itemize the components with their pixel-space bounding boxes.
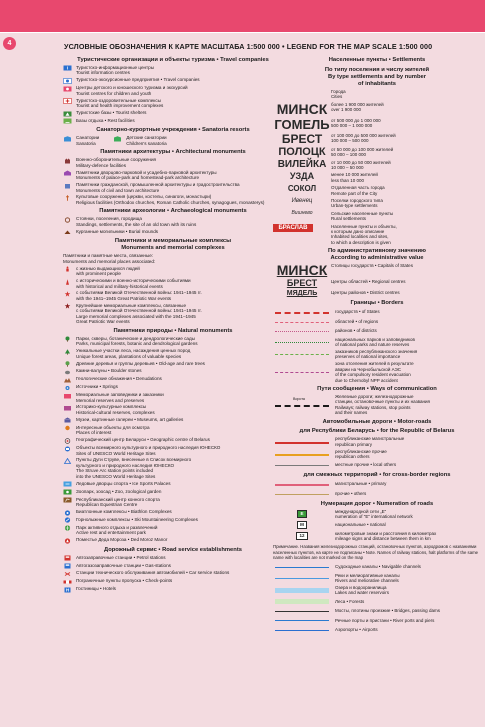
tourist-section-title: Туристические организации и объекты туризма • Travel companies <box>77 57 269 63</box>
car-service-icon <box>63 571 72 577</box>
nature-label: Геологические обнажения • Denudations <box>76 376 162 382</box>
archaeology-section-title: Памятники археологии • Archaeological monuments <box>99 208 247 215</box>
motor-road-label: республиканские прочие republican others <box>335 448 387 460</box>
ways-section-title: Пути сообщения • Ways of communication <box>317 386 437 393</box>
nature-item <box>63 497 283 508</box>
nature-item <box>63 509 283 516</box>
hydrography-item <box>273 585 481 596</box>
children-sanatorium-icon <box>113 136 122 142</box>
hydrography-line-sample <box>273 574 331 582</box>
nature-item <box>63 489 283 496</box>
architecture-label: Памятники гражданской, промышленной архитектуры и градостроительства Monuments of civil and town architecture <box>76 182 240 193</box>
banner-divider <box>0 32 485 33</box>
road-service-label: Станции технического обслуживания автомобилей • Car service stations <box>76 570 230 576</box>
denudation-icon <box>63 377 72 383</box>
numeration-item <box>273 521 481 529</box>
palace-icon <box>63 170 72 176</box>
history-event-icon <box>63 279 72 285</box>
hydrography-label: Леса • Forests <box>335 598 365 604</box>
info-icon <box>63 65 72 71</box>
museum-icon <box>63 417 72 423</box>
unesco-icon <box>63 446 72 452</box>
city-name: Ивенец <box>291 197 313 204</box>
hydrography-item <box>273 563 481 571</box>
nature-item <box>63 537 283 544</box>
motor-roads-section-title: Автомобильные дороги • Motor-roads <box>322 418 432 425</box>
city-row <box>273 198 481 209</box>
motor-road-item <box>273 461 481 469</box>
nature-label: Биатлонные комплексы • Biathlon Complexes <box>76 509 172 514</box>
memorial-item <box>63 278 283 289</box>
border-line-stroke <box>275 312 329 314</box>
memorial-section-title: Памятники и мемориальные комплексы Monuments and memorial complexes <box>114 238 232 252</box>
city-name: ПОЛОЦК <box>278 145 326 158</box>
nature-label: Камни-валуны • Boulder stones <box>76 368 142 374</box>
memorial-label: с историческими и военно-историческими событиями with historical and military-historical events <box>76 278 191 289</box>
sanatoria-item <box>63 135 99 146</box>
city-description: более 1 900 000 жителей over 1 900 000 <box>331 101 384 112</box>
hydrography-item <box>273 597 481 605</box>
road-service-label: Гостиницы • Hotels <box>76 586 116 592</box>
admin-row <box>273 279 481 288</box>
city-name: УЗДА <box>289 171 315 182</box>
city-row <box>273 172 481 183</box>
border-line-sample <box>273 338 331 346</box>
tourist-item <box>63 77 283 84</box>
road-service-item <box>63 555 283 562</box>
railway-item <box>273 394 481 416</box>
tourist-label: Туристско-информационные центры Tourist information centres <box>76 64 155 76</box>
checkpoint-icon <box>63 579 72 585</box>
admin-description: Столицы государств • Capitals of States <box>331 262 413 268</box>
border-line-stroke <box>275 354 329 355</box>
old-tree-icon <box>63 361 72 367</box>
archaeology-item <box>63 216 283 227</box>
motor-road-item <box>273 449 481 460</box>
road-number-badge: M <box>297 521 307 528</box>
nature-item <box>63 417 283 424</box>
city-description: Поселки городского типа Urban-type settlements <box>331 197 383 209</box>
ded-moroz-icon <box>63 538 72 544</box>
sanatoria-label: Детские санатории Children's sanatoria <box>126 135 167 146</box>
rest-facility-icon <box>63 118 72 124</box>
border-line-stroke <box>275 322 329 323</box>
road-service-label: Пограничные пункты пропуска • Check-points <box>76 578 173 584</box>
hydrography-label: Озера и водохранилища Lakes and water reservoirs <box>335 584 390 596</box>
city-name: БРЕСТ <box>281 131 323 146</box>
city-row <box>273 133 481 145</box>
numeration-label: национальные • national <box>335 522 386 528</box>
city-description: Города Cities <box>331 88 346 100</box>
tourist-item <box>63 85 283 96</box>
hydrography-line-sample <box>273 597 331 605</box>
motor-road-line-stroke <box>275 465 329 466</box>
tourist-label: Туристско-оздоровительные комплексы Tourist and health improvement complexes <box>76 97 164 109</box>
nature-item <box>63 437 283 444</box>
sanatoria-legend <box>63 135 283 146</box>
border-line-sample <box>273 318 331 326</box>
hydrography-line-sample <box>273 616 331 624</box>
road-service-item <box>63 586 283 593</box>
hydrography-line-stroke <box>275 578 329 579</box>
tourist-label: Центры детского и юношеского туризма и экскурсий Tourist centres for children and youth <box>76 85 188 96</box>
city-name: ГОМЕЛЬ <box>274 116 330 132</box>
border-item <box>273 327 481 335</box>
city-name: СОКОЛ <box>287 184 317 194</box>
admin-section-title: По административному значению According to administrative value <box>327 248 426 262</box>
architecture-item <box>63 157 283 168</box>
border-label: национальных парков и заповедников of national parks and nature reserves <box>335 336 415 348</box>
road-service-label: Автогазозаправочные станции • Gas-stations <box>76 562 171 568</box>
architecture-label: Культовые сооружения (церкви, костелы, синагоги, монастыри) Religious facilities (Orthodox churches, Roman Catholic churches, synagogues, monasterys) <box>76 194 265 205</box>
map-note: Примечание. Названия железнодорожных станций, остановочных пунктов, аэродромов с названиями населенных пунктов, на карте не подписаны • Note. Names of railway stations, halt platforms of the same name with localities are not marked on the map <box>273 544 479 560</box>
ski-icon <box>63 517 72 523</box>
nature-item <box>63 404 283 415</box>
admin-description: Центры областей • Regional centres <box>331 278 406 284</box>
cross-road-line-stroke <box>275 494 329 495</box>
border-label: государств • of States <box>335 309 380 315</box>
nature-label: Источники • Springs <box>76 384 118 390</box>
tourist-item <box>63 98 283 109</box>
gas-icon <box>63 563 72 569</box>
nature-item <box>63 376 283 383</box>
settlement-icon <box>63 217 72 223</box>
numeration-label: международной сети „Е“ numeration of "E" international network <box>335 508 413 520</box>
city-row <box>273 211 481 222</box>
border-label: зона отселения жителей в результате аварии на Чернобыльской АЭС of the compulsory resident evacuation due to Chernobyl NPP accident <box>335 361 414 383</box>
memorial-label: с жизнью выдающихся людей with prominent people <box>76 265 140 277</box>
numeration-item <box>273 531 481 542</box>
border-label: заказников республиканского значения preserves of national importance <box>335 349 418 360</box>
hydrography-label: Реки и мелиоративные каналы Rivers and meliorative channels <box>335 572 400 583</box>
nature-label: Древние деревья и группы деревьев • Old-age and rare trees <box>76 360 205 366</box>
architecture-item <box>63 194 283 205</box>
nature-item <box>63 517 283 524</box>
tourist-label: Базы отдыха • Rest facilities <box>76 117 135 123</box>
park-icon <box>63 336 72 342</box>
border-item <box>273 318 481 326</box>
ww2-event-icon <box>63 291 72 297</box>
road-service-item <box>63 578 283 585</box>
city-row <box>273 89 481 100</box>
cross-road-line-sample <box>273 480 331 488</box>
memorial-intro: Памятники и памятные места, связанные: Monuments and memorial places associated: <box>63 253 156 264</box>
motor-road-item <box>273 436 481 447</box>
border-label: районов • of districts <box>335 328 377 334</box>
page-title: УСЛОВНЫЕ ОБОЗНАЧЕНИЯ К КАРТЕ МАСШТАБА 1:500 000 • LEGEND FOR THE MAP SCALE 1:500 000 <box>64 42 433 51</box>
nature-label: Поместье Деда Мороза • Ded Moroz Manor <box>76 537 168 543</box>
architecture-label: Военно-оборонительные сооружения Military-defence facilities <box>76 157 157 168</box>
city-name: Вишнево <box>291 209 313 216</box>
tourist-label: Туристско-экскурсионные предприятия • Travel companies <box>76 77 200 83</box>
right-column <box>273 54 481 636</box>
cross-road-item <box>273 490 481 498</box>
hydrography-line-stroke <box>275 567 329 568</box>
interest-icon <box>63 425 72 431</box>
hydrography-item <box>273 573 481 584</box>
admin-row <box>273 290 481 297</box>
architecture-item <box>63 170 283 181</box>
border-line-sample <box>273 327 331 335</box>
cross-road-label: прочие • others <box>335 491 367 497</box>
hydrography-line-stroke <box>275 620 329 621</box>
civil-icon <box>63 183 72 189</box>
motor-road-line-sample <box>273 450 331 458</box>
admin-row <box>273 263 481 277</box>
city-name: МИНСК <box>276 100 328 117</box>
settlements-section-title: Населенные пункты • Settlements <box>328 57 426 63</box>
city-description: от 500 000 до 1 000 000 500 000 – 1 000 000 <box>331 117 381 128</box>
admin-city-name: МЯДЕЛЬ <box>286 289 318 297</box>
nature-label: Парк активного отдыха и развлечений Active rest and entertainment park <box>76 524 158 536</box>
nature-label: Ледовые дворцы спорта • Ice Sports Palaces <box>76 480 171 486</box>
nature-label: Уникальные участки леса, насаждения ценных пород Unique forest areas, plantations of valuable species <box>76 348 191 359</box>
archaeology-label: Стоянки, поселения, городища Standings, settlements, the site of an old town with its ruins <box>76 216 197 227</box>
architecture-item <box>63 182 283 193</box>
nature-label: Историко-культурные комплексы Historical-cultural reserves, complexes <box>76 404 155 415</box>
struve-icon <box>63 458 72 464</box>
tourist-item <box>63 65 283 76</box>
nature-item <box>63 392 283 403</box>
nature-label: Зоопарк, зоосад • Zoo, zoological garden <box>76 488 162 494</box>
equestrian-icon <box>63 497 72 503</box>
left-column <box>63 54 283 594</box>
motor-road-label: республиканские магистральные republican primary <box>335 436 405 447</box>
border-item <box>273 361 481 383</box>
hydrography-item <box>273 626 481 634</box>
numeration-item <box>273 509 481 520</box>
nature-label: Пункты Дуги Струве, внесенные в Список всемирного культурного и природного наследия ЮНЕСКО The Struve Arc station points included into the UNESCO World Heritage Sites <box>76 457 192 479</box>
hydrography-label: Аэропорты • Airports <box>335 627 378 633</box>
motor-roads-subtitle: для Республики Беларусь • for the Republic of Belarus <box>299 428 455 435</box>
admin-city-name: МИНСК <box>276 261 328 278</box>
city-description: от 50 000 до 100 000 жителей 50 000 – 100 000 <box>331 146 394 157</box>
numeration-sample <box>273 510 331 518</box>
hotel-icon <box>63 587 72 593</box>
road-service-section-title: Дорожный сервис • Road service establishments <box>104 546 242 553</box>
nature-label: Объекты всемирного культурного и природного наследия ЮНЕСКО Sites of UNESCO World Heritage Sites <box>76 445 221 456</box>
sanatoria-label: Санатории Sanatoria <box>76 135 100 146</box>
historic-complex-icon <box>63 405 72 411</box>
numeration-sample <box>273 521 331 529</box>
tree-icon <box>63 349 72 355</box>
borders-section-title: Границы • Borders <box>350 299 404 306</box>
railway-station-label: Ворота <box>293 396 305 401</box>
road-service-label: Автозаправочные станции • Petrol stations <box>76 554 166 560</box>
city-row <box>273 224 481 246</box>
page-number-badge: 4 <box>3 37 16 50</box>
border-line-stroke <box>275 342 329 343</box>
hydrography-label: Мосты, плотины проезжие • Bridges, passing dams <box>335 608 440 614</box>
archaeology-item <box>63 229 283 236</box>
railway-line-stroke <box>275 405 329 407</box>
nature-label: Парки, скверы, ботанические и дендрологические сады Parks, municipal forests, botanic and dendrological gardens <box>76 335 198 347</box>
nature-label: Интересные объекты для осмотра Places of interest <box>76 424 150 436</box>
hydrography-line-sample <box>273 563 331 571</box>
memorial-label: Крупнейшие мемориальные комплексы, связанные с событиями Великой Отечественной войны: 1941–1945 гг. Large memorial complexes associated with the 1941–1945 Great Patriotic War events <box>76 302 202 325</box>
tourist-shelter-icon <box>63 111 72 117</box>
top-banner <box>0 0 485 32</box>
sanatoria-item <box>113 135 166 146</box>
nature-item <box>63 368 283 375</box>
memorial-item <box>63 266 283 277</box>
nature-label: Мемориальные заповедники и заказники Memorial reserves and preserves <box>76 392 164 403</box>
road-number-badge: 12 <box>296 532 307 539</box>
city-row <box>273 160 481 171</box>
hydrography-line-sample <box>273 607 331 615</box>
border-line-sample <box>273 368 331 376</box>
numeration-sample <box>273 532 331 540</box>
city-row <box>273 147 481 158</box>
ice-palace-icon <box>63 481 72 487</box>
petrol-icon <box>63 555 72 561</box>
memorial-complex-icon <box>63 303 72 309</box>
reserve-icon <box>63 393 72 399</box>
road-number-badge: E <box>297 510 306 517</box>
city-description: Отдаленная часть города Remote part of the City <box>331 185 385 196</box>
city-description: Населенные пункты и объекты, к которым дано описание Inhabited localities and sites, to which a description is given <box>331 223 397 245</box>
city-description: от 10 000 до 50 000 жителей 10 000 – 50 000 <box>331 159 391 170</box>
memorial-item <box>63 290 283 301</box>
hydrography-line-stroke <box>275 599 329 604</box>
city-description: Сельские населенные пункты Rural settlements <box>331 210 394 222</box>
hydrography-item <box>273 607 481 615</box>
boulder-icon <box>63 369 72 375</box>
nature-label: Географический центр Беларуси • Geographic centre of Belarus <box>76 437 210 443</box>
sanatoria-section-title: Санаторно-курортные учреждения • Sanatoria resorts <box>96 127 250 134</box>
border-item <box>273 349 481 360</box>
nature-item <box>63 457 283 479</box>
religious-icon <box>63 195 72 201</box>
svg-text:H: H <box>65 587 70 593</box>
spring-icon <box>63 385 72 391</box>
burial-icon <box>63 229 72 235</box>
border-item <box>273 337 481 348</box>
tourist-item <box>63 118 283 125</box>
motor-road-line-stroke <box>275 454 329 456</box>
nature-label: Республиканский центр конного спорта Republican Equestrian Centre <box>76 496 160 508</box>
nature-label: Горнолыжные комплексы • Ski Mountaineering Complexes <box>76 516 198 522</box>
nature-item <box>63 336 283 347</box>
motor-road-label: местные прочие • local others <box>335 462 397 468</box>
health-complex-icon <box>63 98 72 104</box>
settlements-subtitle: По типу поселения и числу жителей By type settlements and by number of inhabitants <box>324 66 430 87</box>
cross-road-line-stroke <box>275 484 329 486</box>
border-line-sample <box>273 350 331 358</box>
border-line-stroke <box>275 372 329 373</box>
road-service-item <box>63 570 283 577</box>
nature-item <box>63 445 283 456</box>
railway-label: Железные дороги; железнодорожные станции, остановочные пункты и их названия Railways; railway stations, stop points and their names <box>335 393 430 416</box>
motor-road-line-sample <box>273 438 331 446</box>
hydrography-label: Речные порты и пристани • River ports and piers <box>335 617 435 623</box>
motor-road-line-stroke <box>275 442 329 444</box>
hydrography-item <box>273 616 481 624</box>
admin-city-name: БРЕСТ <box>286 277 318 288</box>
nature-item <box>63 361 283 368</box>
numeration-label: километровые знаки и расстояния в километрах mileage signs and distance between them in km <box>335 530 437 542</box>
excursion-icon <box>63 78 72 84</box>
hydrography-label: Судоходные каналы • Navigable channels <box>335 564 421 570</box>
hydrography-line-stroke <box>275 588 329 593</box>
hydrography-line-sample <box>273 586 331 594</box>
railway-line-sample <box>273 396 331 409</box>
city-name: БРАСЛАВ <box>273 224 313 232</box>
nature-item <box>63 525 283 536</box>
city-description: менее 10 000 жителей less than 10 000 <box>331 172 378 183</box>
city-row <box>273 118 481 131</box>
archaeology-label: Курганные могильники • Burial mounds <box>76 228 159 234</box>
border-line-stroke <box>275 331 329 332</box>
city-row <box>273 185 481 196</box>
youth-centre-icon <box>63 86 72 92</box>
sanatorium-icon <box>63 136 72 142</box>
numeration-section-title: Нумерация дорог • Numeration of roads <box>320 500 434 507</box>
nature-label: Музеи, картинные галереи • Museums, art galleries <box>76 416 184 422</box>
border-line-sample <box>273 308 331 316</box>
admin-description: Центры районов • District centres <box>331 289 400 295</box>
city-name: ВИЛЕЙКА <box>277 158 327 170</box>
architecture-section-title: Памятники архитектуры • Architectural monuments <box>100 149 246 156</box>
cross-road-label: магистральные • primary <box>335 481 387 487</box>
border-item <box>273 308 481 316</box>
cross-road-line-sample <box>273 490 331 498</box>
border-label: областей • of regions <box>335 318 379 324</box>
person-monument-icon <box>63 266 72 272</box>
amusement-icon <box>63 525 72 531</box>
military-icon <box>63 158 72 164</box>
tourist-item <box>63 110 283 117</box>
nature-section-title: Памятники природы • Natural monuments <box>113 327 233 334</box>
hydrography-line-stroke <box>275 611 329 612</box>
memorial-label: с событиями Великой Отечественной войны: 1941–1945 гг. with the 1941–1945 Great Patriotic War events <box>76 290 202 301</box>
nature-item <box>63 348 283 359</box>
cross-road-item <box>273 480 481 488</box>
city-description: от 100 000 до 500 000 жителей 100 000 – 500 000 <box>331 132 396 143</box>
tourist-label: Туристские базы • Tourist shelters <box>76 110 147 116</box>
biathlon-icon <box>63 510 72 516</box>
zoo-icon <box>63 489 72 495</box>
road-service-item <box>63 563 283 570</box>
hydrography-line-sample <box>273 626 331 634</box>
cross-border-subtitle: для смежных территорий • for cross-border regions <box>303 472 451 479</box>
nature-item <box>63 481 283 488</box>
geo-centre-icon <box>63 438 72 444</box>
memorial-item <box>63 303 283 325</box>
motor-road-line-sample <box>273 461 331 469</box>
hydrography-line-stroke <box>275 630 329 631</box>
nature-item <box>63 384 283 391</box>
city-row <box>273 102 481 116</box>
svg-text:i: i <box>66 66 69 72</box>
nature-item <box>63 425 283 436</box>
architecture-label: Памятники дворцово-парковой и усадебно-парковой архитектуры Monuments of palace-park and homestead-park architecture <box>76 169 217 181</box>
